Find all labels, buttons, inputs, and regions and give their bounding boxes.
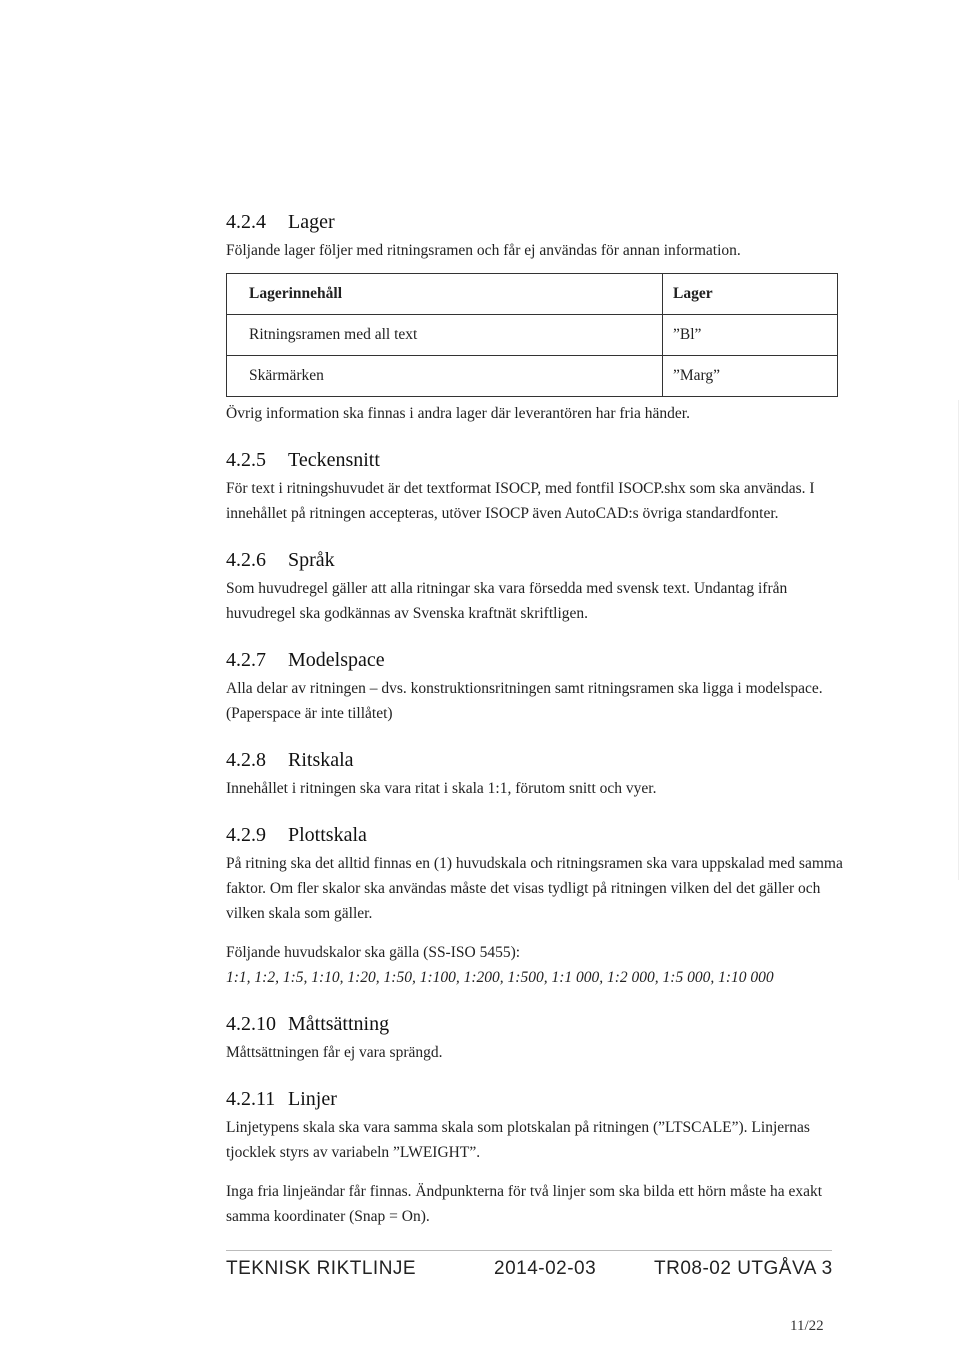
table-cell: Ritningsramen med all text [227, 315, 663, 356]
table-row [227, 315, 838, 356]
section-paragraph: Inga fria linjeändar får finnas. Ändpunkterna för två linjer som ska bilda ett hörn måste ha exakt samma koordinater (Snap = On). [226, 1183, 823, 1225]
section-paragraph: Linjetypens skala ska vara samma skala som plotskalan på ritningen (”LTSCALE”). Linjernas tjocklek styrs av variabeln ”LWEIGHT”. [226, 1119, 810, 1161]
section-title: Lager [288, 211, 335, 233]
section-title: Modelspace [288, 649, 385, 671]
page-number: 11/22 [790, 1318, 824, 1334]
section-title: Plottskala [288, 824, 367, 846]
footer-divider [226, 1250, 832, 1251]
section-number: 4.2.11 [226, 1088, 276, 1110]
section-number: 4.2.4 [226, 211, 266, 233]
section-number: 4.2.7 [226, 649, 266, 671]
lager-table [226, 273, 838, 397]
section-heading-mattsattning [226, 1012, 846, 1036]
footer-date: 2014-02-03 [494, 1258, 597, 1279]
section-number: 4.2.10 [226, 1013, 276, 1035]
section-title: Ritskala [288, 749, 354, 771]
section-paragraph: Övrig information ska finnas i andra lager där leverantören har fria händer. [226, 405, 690, 422]
section-paragraph: Innehållet i ritningen ska vara ritat i skala 1:1, förutom snitt och vyer. [226, 780, 657, 797]
section-paragraph: För text i ritningshuvudet är det textformat ISOCP, med fontfil ISOCP.shx som ska användas. I innehållet på ritningen accepteras, utöver ISOCP även AutoCAD:s övriga standardfonter. [226, 480, 815, 522]
section-paragraph: På ritning ska det alltid finnas en (1) huvudskala och ritningsramen ska vara uppskalad med samma faktor. Om fler skalor ska användas måste det visas tydligt på ritningen vilken del det gäller och vilken skala som gäller. [226, 855, 843, 922]
table-cell: ”Bl” [663, 315, 838, 356]
section-number: 4.2.6 [226, 549, 266, 571]
section-heading-teckensnitt [226, 448, 846, 472]
table-cell: Skärmärken [227, 356, 663, 397]
scale-list: 1:1, 1:2, 1:5, 1:10, 1:20, 1:50, 1:100, 1:200, 1:500, 1:1 000, 1:2 000, 1:5 000, 1:10 000 [226, 969, 774, 986]
section-title: Teckensnitt [288, 449, 380, 471]
section-title: Linjer [288, 1088, 337, 1110]
section-heading-modelspace [226, 648, 846, 672]
section-heading-linjer [226, 1087, 846, 1111]
table-row [227, 356, 838, 397]
section-paragraph: Alla delar av ritningen – dvs. konstruktionsritningen samt ritningsramen ska ligga i modelspace. (Paperspace är inte tillåtet) [226, 680, 823, 722]
section-paragraph: Följande lager följer med ritningsramen och får ej användas för annan information. [226, 242, 741, 259]
document-body [226, 210, 846, 1229]
footer-doc-type: TEKNISK RIKTLINJE [226, 1258, 417, 1279]
section-number: 4.2.8 [226, 749, 266, 771]
scan-margin-mark [958, 400, 959, 880]
section-title: Språk [288, 549, 335, 571]
section-paragraph: Måttsättningen får ej vara sprängd. [226, 1044, 443, 1061]
section-heading-ritskala [226, 748, 846, 772]
table-header-cell: Lager [663, 274, 838, 315]
section-number: 4.2.5 [226, 449, 266, 471]
table-cell: ”Marg” [663, 356, 838, 397]
section-paragraph: Följande huvudskalor ska gälla (SS-ISO 5455): [226, 944, 521, 961]
table-header-row [227, 274, 838, 315]
section-heading-lager [226, 210, 846, 234]
footer-doc-id: TR08-02 UTGÅVA 3 [654, 1258, 833, 1279]
section-title: Måttsättning [288, 1013, 390, 1035]
section-heading-sprak [226, 548, 846, 572]
table-header-cell: Lagerinnehåll [227, 274, 663, 315]
section-heading-plottskala [226, 823, 846, 847]
section-paragraph: Som huvudregel gäller att alla ritningar ska vara försedda med svensk text. Undantag ifrån huvudregel ska godkännas av Svenska kraftnät skriftligen. [226, 580, 788, 622]
section-number: 4.2.9 [226, 824, 266, 846]
